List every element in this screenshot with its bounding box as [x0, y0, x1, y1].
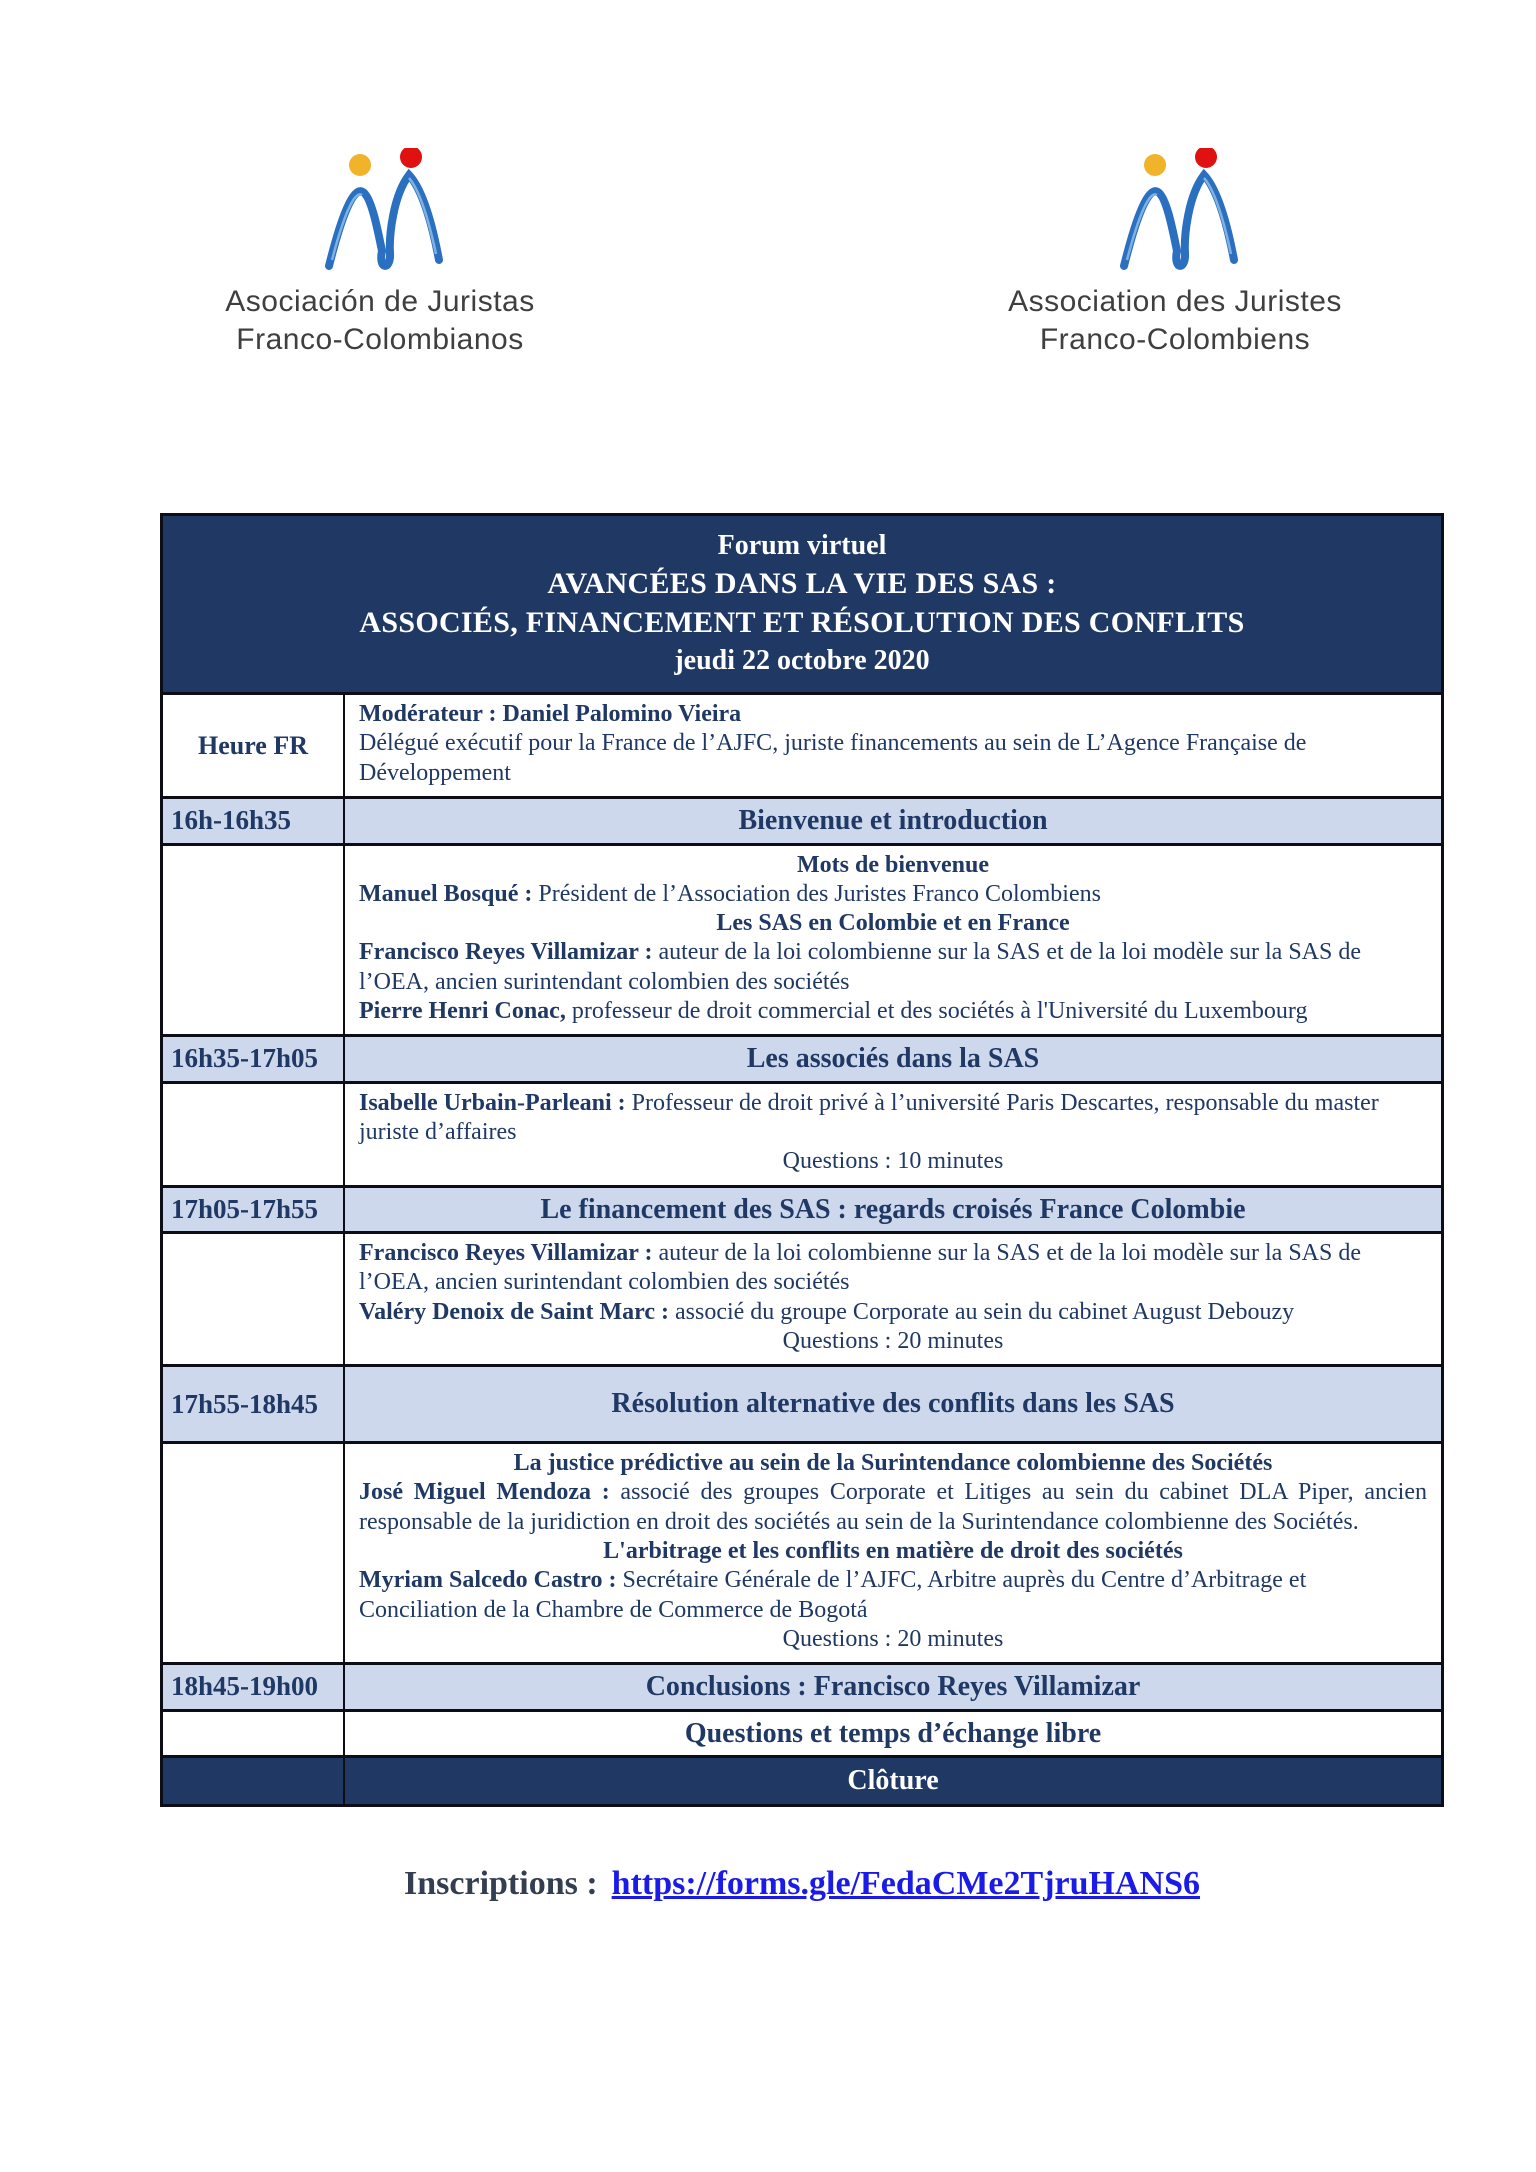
speaker-desc: Président de l’Association des Juristes Franco Colombiens [532, 880, 1101, 907]
speaker-desc: auteur de la loi colombienne sur la SAS et de la loi modèle sur la SAS de l’OEA, ancien surintendant colombien des sociétés [359, 1240, 1361, 1296]
sub-heading: L'arbitrage et les conflits en matière de droit des sociétés [603, 1538, 1183, 1565]
speaker-line [359, 1239, 1427, 1298]
session-title: Questions et temps d’échange libre [684, 1717, 1102, 1749]
logo-spanish [190, 148, 570, 358]
questions-line: Questions : 10 minutes [782, 1148, 1004, 1175]
footer-inscriptions [160, 1865, 1444, 1903]
banner-row [163, 516, 1441, 692]
logo-spanish-line1: Asociación de Juristas [225, 285, 535, 318]
speaker-line [359, 880, 1427, 909]
sub-heading: La justice prédictive au sein de la Surintendance colombienne des Sociétés [513, 1450, 1273, 1477]
detail-row-associes [163, 1081, 1441, 1185]
time-cell: 17h05-17h55 [163, 1188, 345, 1232]
speaker-line [359, 997, 1427, 1026]
forum-subtitle: ASSOCIÉS, FINANCEMENT ET RÉSOLUTION DES CONFLITS [359, 605, 1245, 639]
detail-row-financement [163, 1231, 1441, 1364]
questions-line: Questions : 20 minutes [782, 1625, 1004, 1652]
detail-row-resolution [163, 1441, 1441, 1662]
session-title: Bienvenue et introduction [738, 804, 1048, 836]
speaker-line [359, 938, 1427, 997]
moderator-desc: Délégué exécutif pour la France de l’AJFC, juriste financements au sein de L’Agence Française de Développement [359, 730, 1307, 786]
inscriptions-link[interactable]: https://forms.gle/FedaCMe2TjruHANS6 [611, 1865, 1200, 1903]
empty-time-cell [163, 1712, 345, 1756]
forum-type-title: Forum virtuel [717, 530, 887, 561]
speaker-name: Valéry Denoix de Saint Marc : [359, 1298, 669, 1325]
moderator-name: Modérateur : Daniel Palomino Vieira [359, 701, 742, 728]
row-cloture [163, 1755, 1441, 1804]
time-cell: 17h55-18h45 [163, 1367, 345, 1441]
speaker-name: Isabelle Urbain-Parleani : [359, 1089, 626, 1116]
speaker-desc: associé du groupe Corporate au sein du cabinet August Debouzy [668, 1298, 1295, 1325]
session-title: Conclusions : Francisco Reyes Villamizar [645, 1671, 1141, 1703]
logo-spanish-line2: Franco-Colombianos [236, 322, 524, 356]
speaker-name: Francisco Reyes Villamizar : [359, 1240, 653, 1267]
session-row-associes [163, 1034, 1441, 1081]
speaker-line [359, 1478, 1427, 1537]
session-row-conclusions [163, 1662, 1441, 1709]
forum-date: jeudi 22 octobre 2020 [674, 644, 930, 676]
forum-main-title: AVANCÉES DANS LA VIE DES SAS : [547, 566, 1057, 600]
time-cell: 16h35-17h05 [163, 1037, 345, 1081]
speaker-desc: Professeur de droit privé à l’université Paris Descartes, responsable du master juriste d’affaires [359, 1089, 1379, 1146]
sub-heading: Mots de bienvenue [797, 851, 989, 878]
detail-row-bienvenue [163, 843, 1441, 1035]
logo-french-line1: Association des Juristes [1008, 285, 1342, 318]
speaker-desc: auteur de la loi colombienne sur la SAS et de la loi modèle sur la SAS de l’OEA, ancien surintendant colombien des sociétés [359, 939, 1361, 995]
empty-time-cell [163, 1084, 345, 1185]
empty-time-cell [163, 1758, 345, 1804]
empty-time-cell [163, 1444, 345, 1662]
logo-french-line2: Franco-Colombiens [1039, 322, 1311, 356]
questions-line: Questions : 20 minutes [782, 1327, 1004, 1354]
time-cell: 18h45-19h00 [163, 1665, 345, 1709]
speaker-name: Myriam Salcedo Castro : [359, 1567, 617, 1594]
moderator-row [163, 692, 1441, 796]
session-row-resolution [163, 1364, 1441, 1441]
speaker-line [359, 1089, 1427, 1148]
speaker-desc: Secrétaire Générale de l’AJFC, Arbitre auprès du Centre d’Arbitrage et Conciliation de la Chambre de Commerce de Bogotá [359, 1567, 1307, 1623]
row-questions-libres [163, 1709, 1441, 1756]
session-title: Résolution alternative des conflits dans les SAS [611, 1388, 1175, 1420]
session-title: Le financement des SAS : regards croisés France Colombie [540, 1193, 1246, 1225]
session-row-financement [163, 1185, 1441, 1232]
heure-fr-cell: Heure FR [163, 695, 345, 796]
program-table [160, 513, 1444, 1807]
speaker-name: José Miguel Mendoza : [359, 1479, 610, 1506]
empty-time-cell [163, 846, 345, 1035]
inscriptions-label: Inscriptions : [404, 1865, 598, 1903]
speaker-line [359, 1566, 1427, 1625]
session-title: Clôture [847, 1765, 939, 1797]
session-title: Les associés dans la SAS [746, 1043, 1040, 1075]
sub-heading: Les SAS en Colombie et en France [716, 910, 1070, 937]
speaker-name: Francisco Reyes Villamizar : [359, 939, 653, 966]
empty-time-cell [163, 1234, 345, 1364]
speaker-name: Manuel Bosqué : [359, 880, 533, 907]
speaker-desc: professeur de droit commercial et des sociétés à l'Université du Luxembourg [565, 997, 1308, 1024]
session-row-bienvenue [163, 796, 1441, 843]
speaker-name: Pierre Henri Conac, [359, 997, 566, 1024]
logo-french [985, 148, 1365, 358]
ajfc-mountains-logo-icon [305, 148, 455, 273]
time-cell: 16h-16h35 [163, 799, 345, 843]
speaker-line [359, 1298, 1427, 1327]
ajfc-mountains-logo-icon [1100, 148, 1250, 273]
speaker-desc: associé des groupes Corporate et Litiges au sein du cabinet DLA Piper, ancien responsable de la juridiction en droit des sociétés au sein de la Surintendance colombienne des Sociétés. [359, 1479, 1428, 1535]
